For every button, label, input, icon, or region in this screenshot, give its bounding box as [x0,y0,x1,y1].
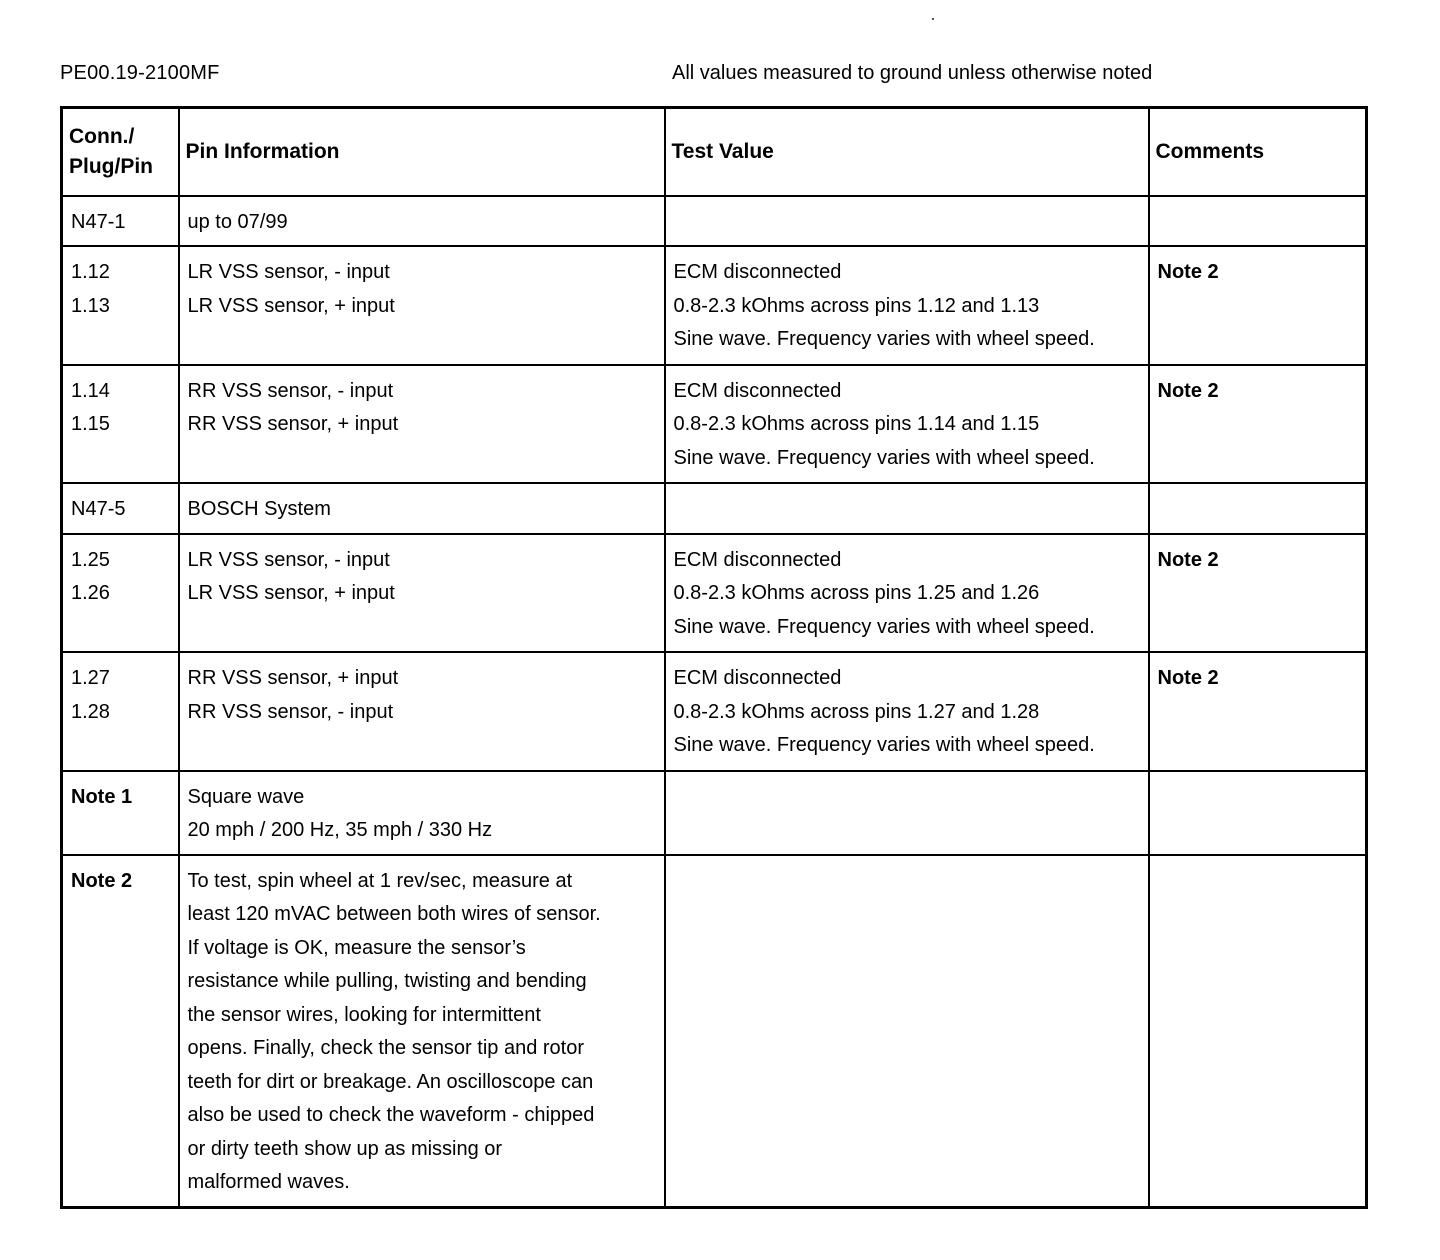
pin-test-table [60,106,1368,1209]
pin-info-line: RR VSS sensor, + input [187,667,399,689]
test-value-cell [665,365,1149,484]
pin-info-line: up to 07/99 [187,210,288,233]
test-value-cell [665,483,1149,534]
pin-label: 1.25 [71,548,110,571]
table-header-row [62,108,1367,196]
pin-info-cell [179,652,665,771]
column-header-comments: Comments [1149,108,1367,196]
pin-info-line: LR VSS sensor, - input [187,261,390,283]
note-line: Square wave [187,785,305,808]
note-line: least 120 mVAC between both wires of sensor. [187,903,601,925]
document-id: PE00.19-2100MF [60,62,220,84]
column-header-conn [62,108,179,196]
table-row [62,534,1367,653]
comment-cell [1149,534,1367,653]
test-value-cell [665,652,1149,771]
comment-cell [1149,365,1367,484]
test-value-cell [665,771,1149,855]
pin-cell [62,652,179,771]
pin-label: 1.28 [71,700,110,723]
pin-info-cell [179,365,665,484]
pin-info-line: RR VSS sensor, + input [187,413,399,435]
comment-cell [1149,652,1367,771]
pin-info-cell [179,483,665,534]
note-label-cell [62,855,179,1208]
note-line: also be used to check the waveform - chipped [187,1104,595,1126]
pin-info-cell [179,246,665,365]
test-value-line: ECM disconnected [673,379,842,402]
column-header-test-value: Test Value [665,108,1149,196]
test-value-cell [665,196,1149,247]
comment-cell [1149,246,1367,365]
table-row [62,365,1367,484]
comment-note-ref: Note 2 [1157,548,1219,571]
test-value-line: Sine wave. Frequency varies with wheel speed. [673,328,1095,350]
measurement-note: All values measured to ground unless otherwise noted [672,62,1153,84]
pin-label: 1.15 [71,413,110,435]
pin-info-line: LR VSS sensor, + input [187,582,395,604]
note-row [62,771,1367,855]
comment-cell [1149,855,1367,1208]
test-value-line: ECM disconnected [673,548,842,571]
test-value-line: Sine wave. Frequency varies with wheel speed. [673,734,1095,756]
pin-label: 1.14 [71,379,110,402]
note-line: resistance while pulling, twisting and bending [187,970,587,992]
pin-cell [62,534,179,653]
scan-speck [932,18,934,20]
pin-cell [62,483,179,534]
test-value-line: Sine wave. Frequency varies with wheel speed. [673,615,1095,638]
note-line: or dirty teeth show up as missing or [187,1137,503,1160]
note-line: To test, spin wheel at 1 rev/sec, measure at [187,869,573,892]
column-header-conn-line2: Plug/Pin [69,154,153,178]
table-row [62,196,1367,247]
test-value-cell [665,246,1149,365]
table-row [62,483,1367,534]
test-value-line: ECM disconnected [673,667,842,689]
comment-cell [1149,196,1367,247]
note-line: malformed waves. [187,1171,350,1193]
pin-info-cell [179,534,665,653]
note-line: the sensor wires, looking for intermittent [187,1003,541,1026]
test-value-line: 0.8-2.3 kOhms across pins 1.12 and 1.13 [673,294,1040,317]
test-value-line: 0.8-2.3 kOhms across pins 1.14 and 1.15 [673,413,1040,435]
pin-info-line: LR VSS sensor, - input [187,548,390,571]
note-label: Note 2 [71,869,133,892]
pin-info-line: LR VSS sensor, + input [187,294,395,317]
note-label: Note 1 [71,785,133,808]
column-header-pin-info: Pin Information [179,108,665,196]
pin-label: N47-5 [71,498,126,520]
pin-info-line: RR VSS sensor, - input [187,379,394,402]
pin-info-line: RR VSS sensor, - input [187,700,394,723]
test-value-line: ECM disconnected [673,261,842,283]
note-line: If voltage is OK, measure the sensor’s [187,936,526,959]
column-header-conn-line1: Conn./ [69,124,135,148]
comment-cell [1149,483,1367,534]
pin-label: 1.26 [71,582,110,604]
pin-label: 1.27 [71,667,110,689]
pin-label: 1.12 [71,261,110,283]
table-row [62,652,1367,771]
pin-cell [62,365,179,484]
note-text-cell [179,771,665,855]
comment-note-ref: Note 2 [1157,379,1219,402]
comment-note-ref: Note 2 [1157,261,1219,283]
note-text-cell [179,855,665,1208]
pin-cell [62,196,179,247]
comment-cell [1149,771,1367,855]
pin-info-cell [179,196,665,247]
table-row [62,246,1367,365]
test-value-line: Sine wave. Frequency varies with wheel speed. [673,446,1095,469]
test-value-line: 0.8-2.3 kOhms across pins 1.27 and 1.28 [673,700,1040,723]
test-value-cell [665,534,1149,653]
pin-label: 1.13 [71,294,110,317]
test-value-cell [665,855,1149,1208]
note-label-cell [62,771,179,855]
pin-cell [62,246,179,365]
test-value-line: 0.8-2.3 kOhms across pins 1.25 and 1.26 [673,582,1040,604]
note-line: teeth for dirt or breakage. An oscilloscope can [187,1070,594,1093]
note-line: 20 mph / 200 Hz, 35 mph / 330 Hz [187,819,493,841]
note-line: opens. Finally, check the sensor tip and rotor [187,1037,585,1059]
comment-note-ref: Note 2 [1157,667,1219,689]
pin-info-line: BOSCH System [187,498,331,520]
note-row [62,855,1367,1208]
pin-label: N47-1 [71,210,126,233]
